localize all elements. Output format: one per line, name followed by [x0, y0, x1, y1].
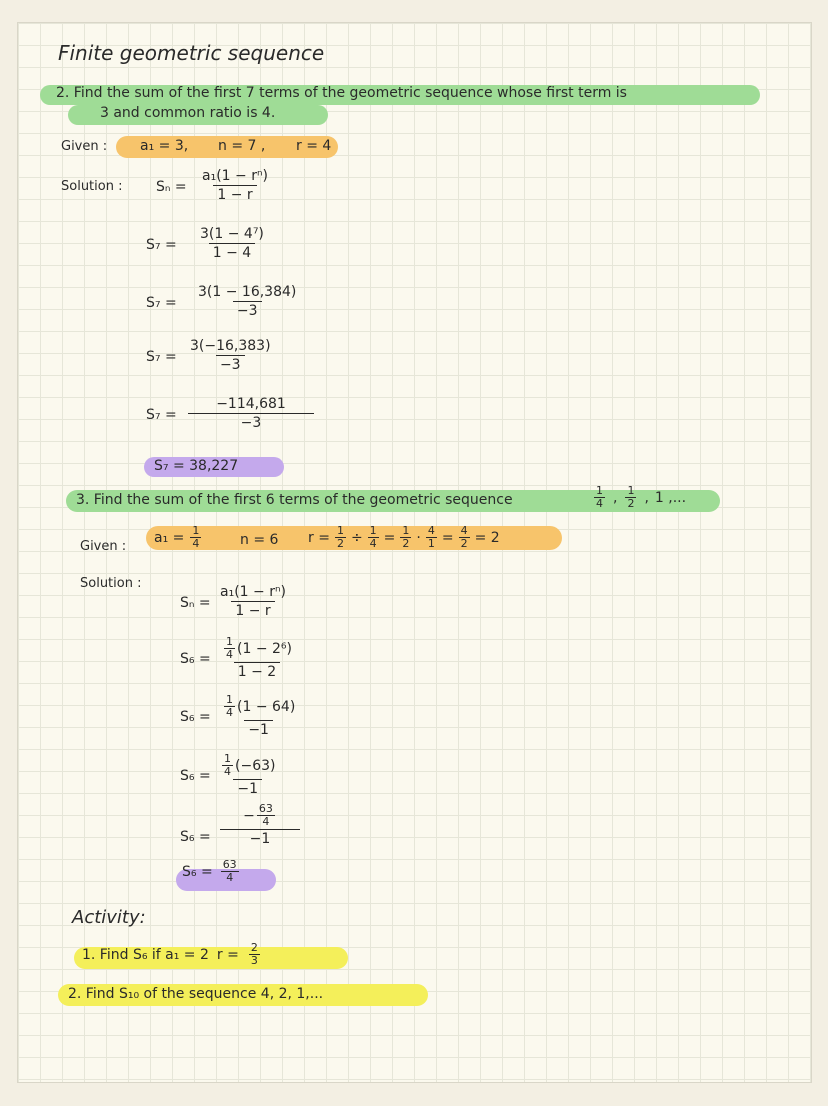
given-2-a1: a₁ = 3,: [140, 138, 189, 154]
seq-tail: 1 ,...: [654, 489, 687, 506]
p3-step1-fraction: [216, 584, 290, 619]
given-3-n: n = 6: [240, 532, 279, 548]
p2-step5-fraction: [188, 396, 314, 431]
given-label-2: Given :: [61, 139, 108, 154]
p2-step3-num: 3(1 − 16,384): [198, 284, 297, 300]
p3-step5-num: −: [243, 807, 255, 824]
question-3-sequence: 1 4 , 1 2 , 1 ,...: [596, 484, 687, 510]
p3-step4-fraction: [216, 753, 279, 797]
seq-frac-1-2: 1 2: [627, 484, 635, 510]
p2-step5-num: −114,681: [216, 396, 286, 412]
page-title: Finite geometric sequence: [58, 41, 325, 65]
p3-answer: S₆ = $\frac{63}{4}$: [182, 858, 237, 884]
activity-item-2: 2. Find S₁₀ of the sequence 4, 2, 1,...: [68, 986, 324, 1002]
p3-step2-den: 1 − 2: [234, 662, 280, 680]
solution-label-3: Solution :: [80, 576, 142, 591]
p2-step4-num: 3(−16,383): [190, 338, 271, 354]
p3-step4-den: −1: [233, 779, 262, 797]
activity-title: Activity:: [72, 907, 146, 928]
p2-step2-fraction: [196, 226, 268, 261]
given-3-r: r = $\frac{1}{2}$ ÷ $\frac{1}{4}$ = $\frac{1}{2}$ · $\frac{4}{1}$ = $\frac{4}{2}$ = 2: [308, 524, 500, 550]
p2-step3-fraction: [194, 284, 300, 319]
p3-step4-coef: 1 4: [224, 752, 231, 778]
notebook-page: [17, 22, 812, 1083]
question-2-line2: 3 and common ratio is 4.: [100, 105, 276, 121]
p3-step5-den: −1: [220, 829, 300, 847]
p2-step1-fraction: [198, 168, 272, 203]
question-3: 3. Find the sum of the first 6 terms of the geometric sequence: [76, 492, 513, 508]
p3-step3-lhs: S₆ =: [180, 709, 211, 725]
p3-step5-fraction: [220, 803, 300, 847]
activity-item-1: 1. Find S₆ if a₁ = 2 r = $\frac{2}{3}$: [82, 941, 258, 967]
p3-step2-fraction: [218, 636, 296, 680]
p2-step4-den: −3: [216, 355, 245, 373]
p2-step1-num: a₁(1 − rⁿ): [202, 168, 268, 184]
p3-step2-num: (1 − 2⁶): [237, 640, 292, 657]
question-2-line1: 2. Find the sum of the first 7 terms of the geometric sequence whose first term is: [56, 85, 627, 101]
solution-label-2: Solution :: [61, 179, 123, 194]
p2-step1-lhs: Sₙ =: [156, 179, 187, 195]
given-3-a1: a₁ = $\frac{1}{4}$: [154, 524, 200, 550]
given-label-3: Given :: [80, 539, 127, 554]
p3-step5-lhs: S₆ =: [180, 829, 211, 845]
p3-step3-coef: 1 4: [226, 693, 233, 719]
p2-step4-lhs: S₇ =: [146, 349, 177, 365]
p3-step2-lhs: S₆ =: [180, 651, 211, 667]
p2-answer: S₇ = 38,227: [154, 458, 239, 474]
p3-step3-den: −1: [244, 720, 273, 738]
given-2-n: n = 7 ,: [218, 138, 266, 154]
given-2-r: r = 4: [296, 138, 332, 154]
p2-step2-lhs: S₇ =: [146, 237, 177, 253]
p3-step4-num: (−63): [235, 757, 276, 774]
p3-step3-fraction: [218, 694, 299, 738]
p2-step5-den: −3: [188, 413, 314, 431]
p2-step2-den: 1 − 4: [209, 243, 255, 261]
p2-step3-den: −3: [233, 301, 262, 319]
p3-step4-lhs: S₆ =: [180, 768, 211, 784]
p2-step3-lhs: S₇ =: [146, 295, 177, 311]
p3-step1-den: 1 − r: [231, 601, 274, 619]
p3-step2-coef: 1 4: [226, 635, 233, 661]
p2-step5-lhs: S₇ =: [146, 407, 177, 423]
p3-step5-inner-frac: $\frac{63}{4}$: [258, 802, 273, 828]
p2-step4-fraction: [186, 338, 275, 373]
seq-frac-1-4: 1 4: [596, 484, 603, 510]
p3-step1-num: a₁(1 − rⁿ): [220, 584, 286, 600]
p2-step2-num: 3(1 − 4⁷): [200, 226, 264, 242]
p3-step3-num: (1 − 64): [237, 698, 296, 715]
p2-step1-den: 1 − r: [213, 185, 256, 203]
p3-step1-lhs: Sₙ =: [180, 595, 211, 611]
